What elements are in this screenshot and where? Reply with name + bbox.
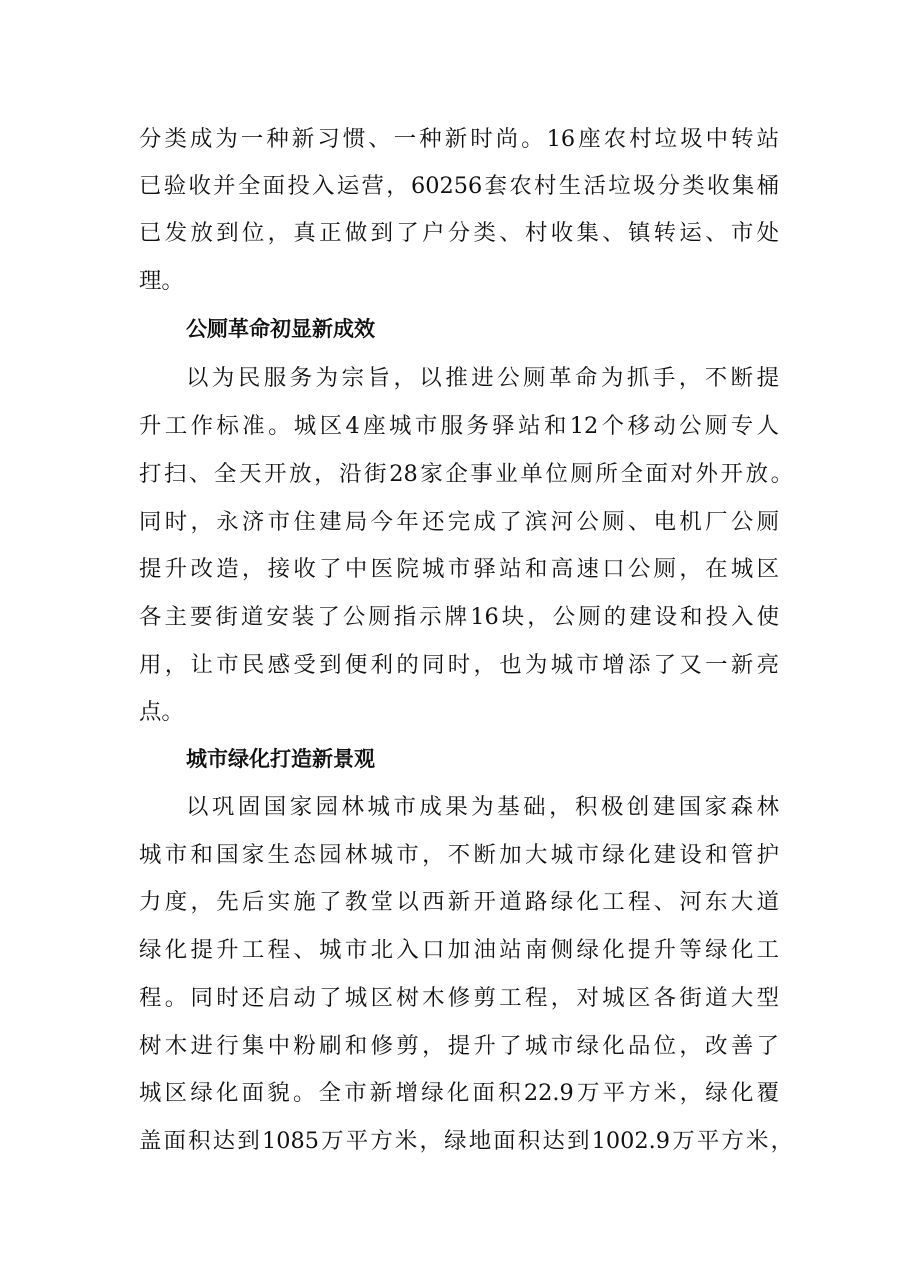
paragraph-line: 升工作标准。城区4座城市服务驿站和12个移动公厕专人 [139,413,779,439]
paragraph-line: 以巩固国家园林城市成果为基础，积极创建国家森林 [186,794,779,820]
paragraph-line: 已验收并全面投入运营，60256套农村生活垃圾分类收集桶 [139,173,779,199]
paragraph-line: 各主要街道安装了公厕指示牌16块，公厕的建设和投入使 [139,604,779,630]
paragraph-line: 理。 [139,268,184,294]
section-heading-toilet: 公厕革命初显新成效 [186,317,375,341]
paragraph-line: 树木进行集中粉刷和修剪，提升了城市绿化品位，改善了 [139,1033,779,1059]
paragraph-line: 城市和国家生态园林城市，不断加大城市绿化建设和管护 [139,842,779,868]
paragraph-line: 已发放到位，真正做到了户分类、村收集、镇转运、市处 [139,220,779,246]
paragraph-line: 城区绿化面貌。全市新增绿化面积22.9万平方米，绿化覆 [139,1080,779,1106]
paragraph-line: 打扫、全天开放，沿街28家企事业单位厕所全面对外开放。 [139,461,793,487]
section-heading-greening: 城市绿化打造新景观 [186,747,375,771]
paragraph-line: 绿化提升工程、城市北入口加油站南侧绿化提升等绿化工 [139,937,779,963]
paragraph-line: 点。 [139,699,184,725]
paragraph-line: 程。同时还启动了城区树木修剪工程，对城区各街道大型 [139,985,779,1011]
paragraph-line: 提升改造，接收了中医院城市驿站和高速口公厕，在城区 [139,556,779,582]
paragraph-line: 分类成为一种新习惯、一种新时尚。16座农村垃圾中转站 [139,126,779,152]
paragraph-line: 盖面积达到1085万平方米，绿地面积达到1002.9万平方米， [139,1128,793,1154]
paragraph-line: 用，让市民感受到便利的同时，也为城市增添了又一新亮 [139,652,779,678]
paragraph-line: 以为民服务为宗旨，以推进公厕革命为抓手，不断提 [186,365,779,391]
paragraph-line: 同时，永济市住建局今年还完成了滨河公厕、电机厂公厕 [139,509,779,535]
paragraph-line: 力度，先后实施了教堂以西新开道路绿化工程、河东大道 [139,889,779,915]
